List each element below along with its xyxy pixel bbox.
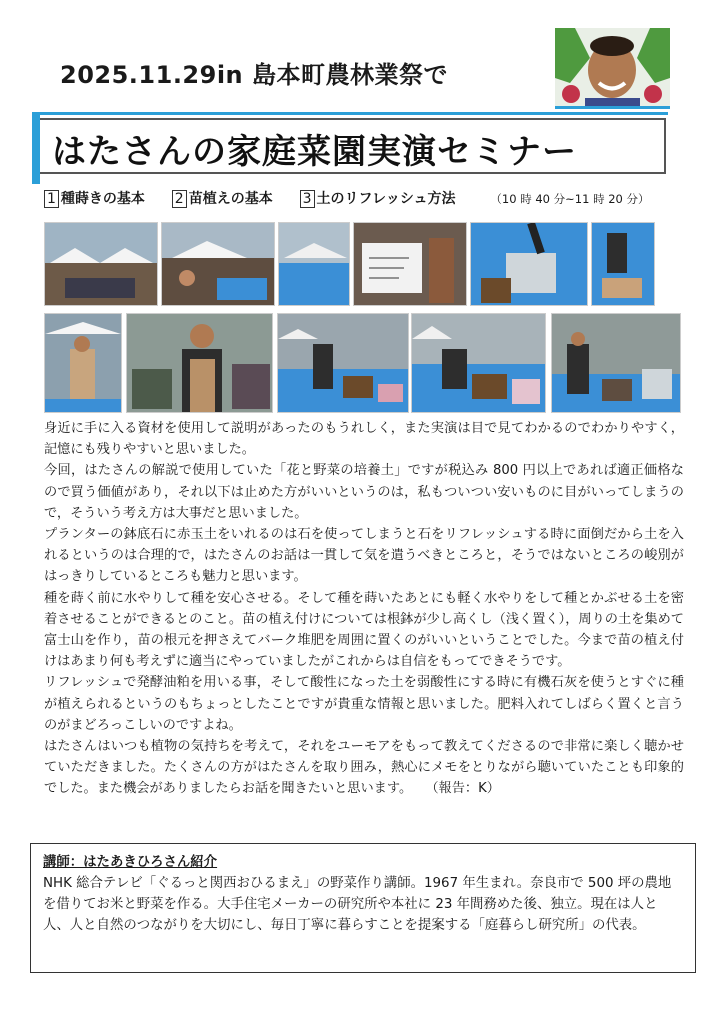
topic-item-1 [44, 191, 145, 207]
report-paragraph: 種を蒔く前に水やりして種を安心させる。そして種を蒔いたあとにも軽く水やりをして種とかぶせる土を密着させることができるとのこと。苗の植え付けについては根鉢が少し高くし（浅く置く），周りの土を集めて富士山を作り，苗の根元を押さえてバーク堆肥を周囲に置くのがいいということでした。今まで苗の植え付けはあまり何も考えずに適当にやっていましたがこれからは自信をもってできそうです。 [44, 590, 684, 670]
title-accent-bar [32, 112, 40, 184]
photo-speaker [44, 313, 122, 413]
report-paragraph: リフレッシュで発酵油粕を用いる事，そして酸性になった土を弱酸性にする時に有機石灰を使うとすぐに種が植えられるというのもちょっとしたことですが貴重な情報と思いました。肥料入れてしばらく置くと言うのがまどろっこしいのですよね。 [44, 675, 684, 733]
photo-tarp [278, 222, 350, 306]
photo-demo-planters [277, 313, 409, 413]
profile-heading: 講師：はたあきひろさん紹介 [43, 855, 218, 870]
topic-number: 2 [172, 190, 187, 208]
event-date-line: 2025.11.29in 島本町農林業祭で [60, 61, 448, 89]
topic-number: 1 [44, 190, 59, 208]
report-paragraph: 今回，はたさんの解説で使用していた「花と野菜の培養土」ですが税込み 800 円以上であれば適正価格なので買う価値があり，それ以下は止めた方がいいというのは，私もついつい安いものに目がいってしまうので，そういう考え方は大事だと思いました。 [44, 463, 684, 521]
seminar-title-box [38, 118, 666, 174]
seminar-title: はたさんの家庭菜園実演セミナー [52, 132, 577, 172]
report-paragraph: 身近に手に入る資材を使用して説明があったのもうれしく，また実演は目で見てわかるのでわかりやすく，記憶にも残りやすいと思いました。 [44, 421, 684, 458]
photo-tents [44, 222, 158, 306]
topic-number: 3 [300, 190, 315, 208]
topic-item-3 [300, 191, 456, 207]
photo-crowd [161, 222, 275, 306]
topic-label: 苗植えの基本 [188, 191, 273, 207]
photo-kneeling [591, 222, 655, 306]
photo-watering [411, 313, 546, 413]
title-accent-line [32, 112, 668, 115]
time-range: （10 時 40 分~11 時 20 分） [490, 192, 650, 206]
topic-label: 土のリフレッシュ方法 [316, 191, 456, 207]
profile-text: NHK 総合テレビ「ぐるっと関西おひるまえ」の野菜作り講師。1967 年生まれ。奈良市で 500 坪の農地を借りてお米と野菜を作る。大手住宅メーカーの研究所や本社に 23 年間務めた後、独立。現在は人と人、人と自然のつながりを大切にし、毎日丁寧に暮らすことを提案する「庭暮らし研究所」の代表。 [43, 876, 672, 933]
topic-item-2 [172, 191, 273, 207]
photo-audience [551, 313, 681, 413]
topic-label: 種蒔きの基本 [60, 191, 145, 207]
lecturer-profile-box [30, 843, 696, 973]
topic-list [44, 188, 650, 208]
photo-lecturer-apron [126, 313, 273, 413]
photo-whiteboard [353, 222, 467, 306]
lecturer-portrait [555, 28, 670, 109]
photo-planter-box [470, 222, 588, 306]
report-paragraph: プランターの鉢底石に赤玉土をいれるのは石を使ってしまうと石をリフレッシュする時に面倒だから土を入れるというのは合理的で，はたさんのお話は一貫して気を遣うべきところと，そうではないところの峻別がはっきりしているところも魅力と思います。 [44, 527, 684, 585]
report-body [44, 418, 684, 800]
report-paragraph: はたさんはいつも植物の気持ちを考えて，それをユーモアをもって教えてくださるので非常に楽しく聴かせていただきました。たくさんの方がはたさんを取り囲み，熱心にメモをとりながら聴いていたことも印象的でした。また機会がありましたらお話を聞きたいと思います。 （報告：K） [44, 739, 684, 797]
